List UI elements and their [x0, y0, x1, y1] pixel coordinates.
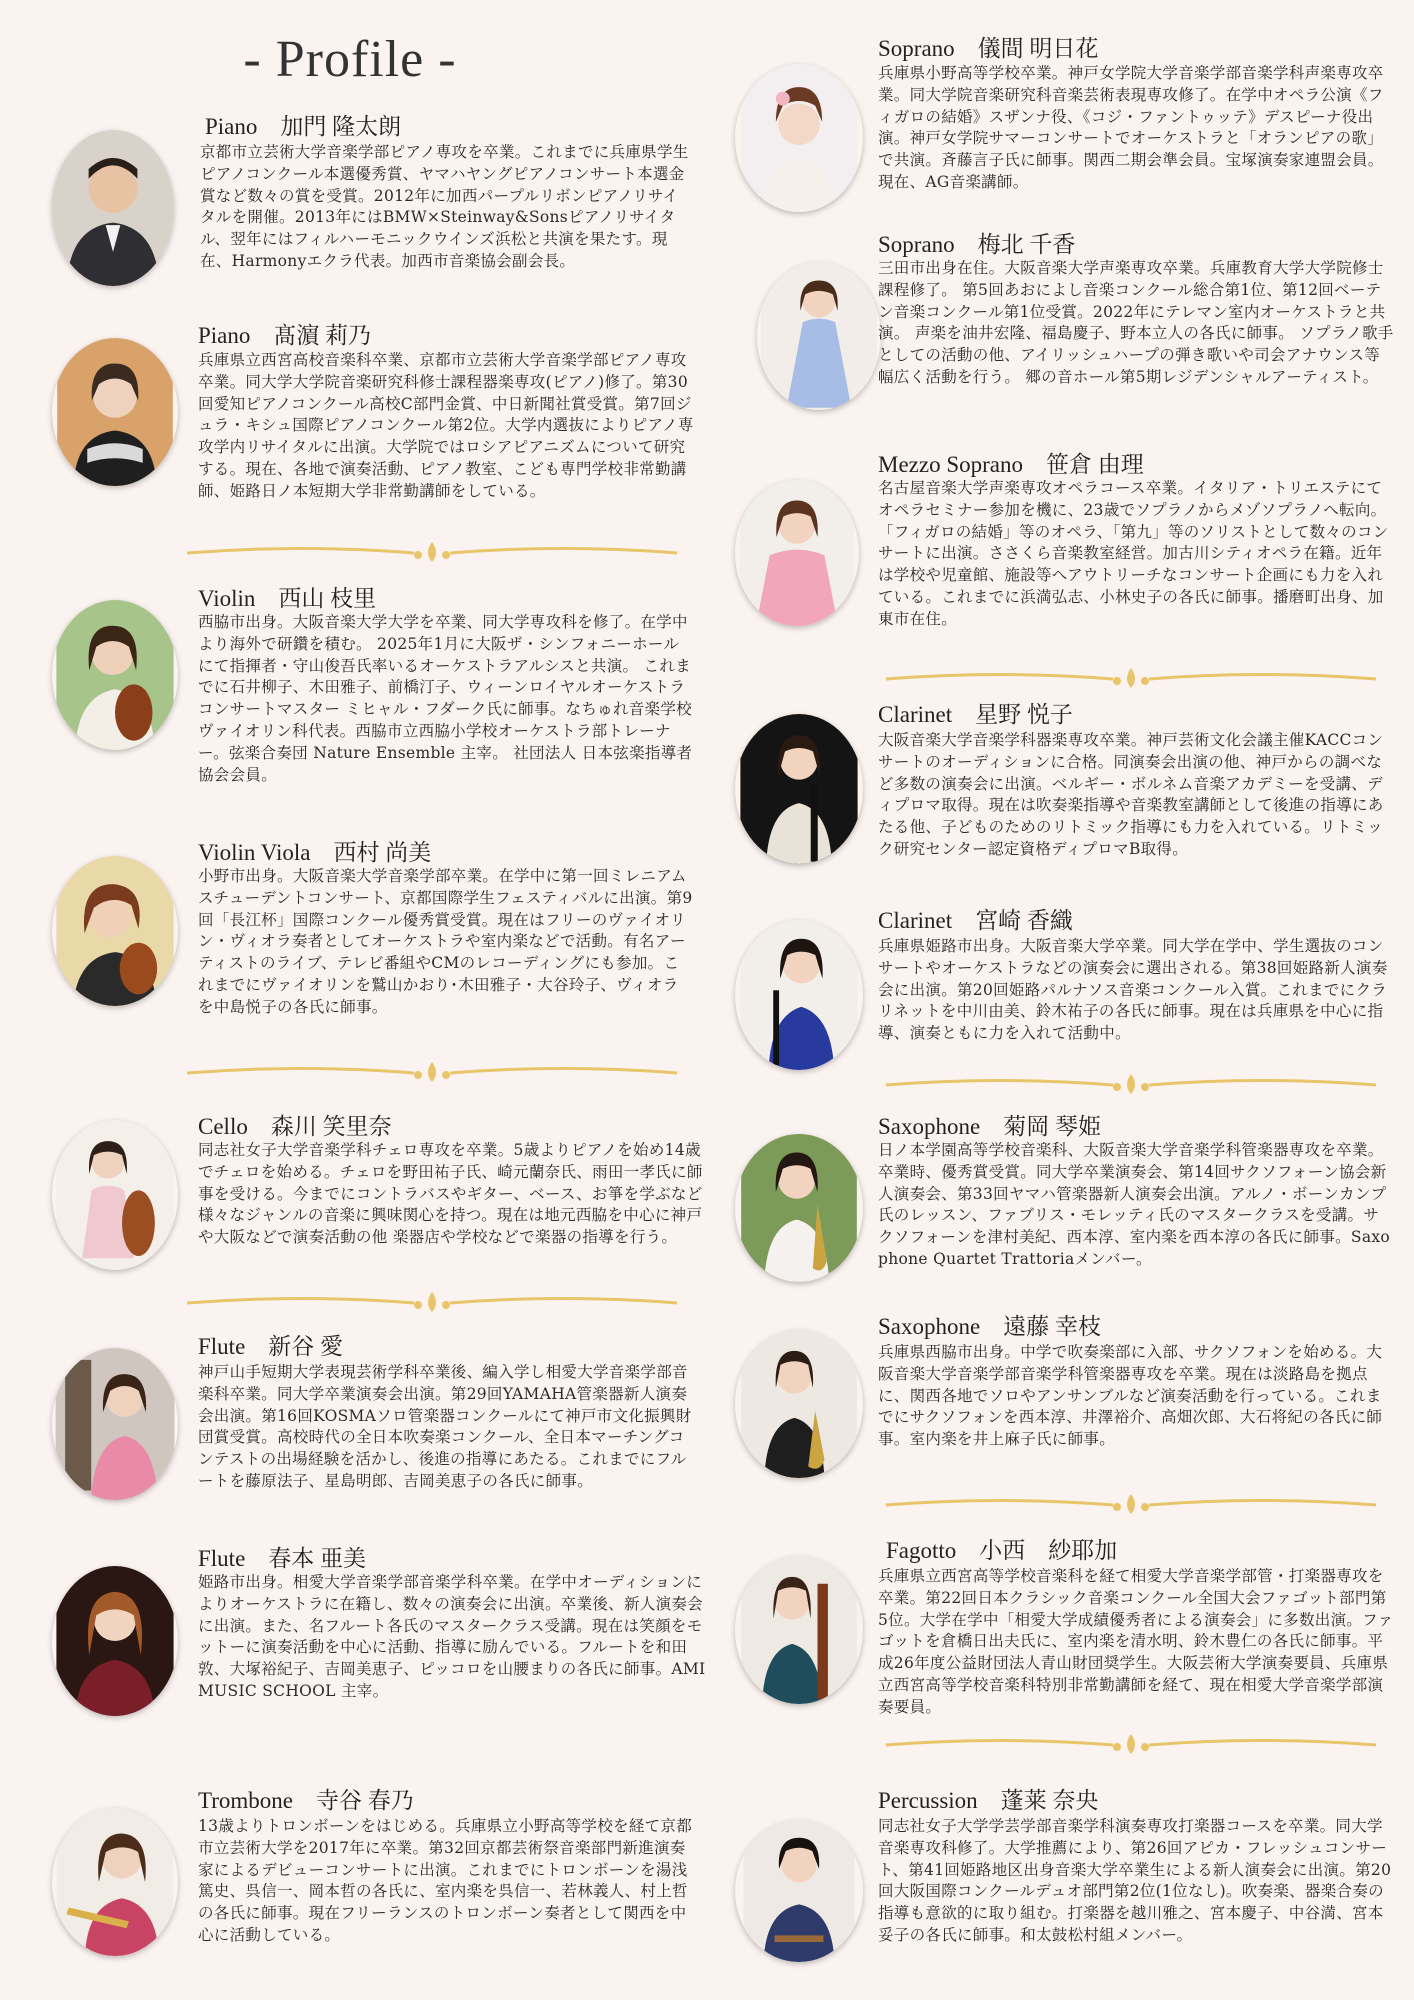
ornament-divider	[182, 1288, 682, 1318]
profile-bio: 兵庫県西脇市出身。中学で吹奏楽部に入部、サクソフォンを始める。大阪音楽大学音楽学部音楽学科管楽器専攻を卒業。現在は淡路島を拠点に、関西各地でソロやアンサンブルなど演奏活動を行っている。これまでにサクソフォンを西本淳、井澤裕介、高畑次郎、大石将紀の各氏に師事。室内楽を井上麻子氏に師事。	[878, 1343, 1383, 1449]
profile-bio: 京都市立芸術大学音楽学部ピアノ専攻を卒業。これまでに兵庫県学生ピアノコンクール本選優秀賞、ヤマハヤングピアノコンサート本選金賞など数々の賞を受賞。2012年に加西パープルリボンピアノリサイタルを開催。2013年にはBMW×Steinway&Sonsピアノリサイタル、翌年にはフィルハーモニックウインズ浜松と共演を果たす。現在、Harmonyエクラ代表。加西市音楽協会副会長。	[200, 143, 689, 270]
portrait-photo	[52, 856, 178, 1006]
portrait-photo	[757, 262, 881, 410]
profile-bio: 神戸山手短期大学表現芸術学科卒業後、編入学し相愛大学音楽学部音楽科卒業。同大学卒業演奏会出演。第29回YAMAHA管楽器新人演奏会出演。第16回KOSMAソロ管楽器コンクールにて神戸市文化振興財団賞受賞。高校時代の全日本吹奏楽コンクール、全日本マーチングコンテストの出場経験を活かし、後進の指導にあたる。これまでにフルートを藤原法子、星島明郎、吉岡美恵子の各氏に師事。	[198, 1363, 692, 1490]
portrait-photo	[735, 1330, 863, 1478]
portrait-photo	[735, 920, 863, 1070]
profile-bio: 西脇市出身。大阪音楽大学大学を卒業、同大学専攻科を修了。在学中より海外で研鑽を積む。 2025年1月に大阪ザ・シンフォニーホールにて指揮者・守山俊吾氏率いるオーケストラアルシスと共演。 これまでに石井柳子、木田雅子、前橋汀子、ウィーンロイヤルオーケストラコンサートマスター ミヒャル・フダーク氏に師事。なちゅれ音楽学校ヴァイオリン科代表。西脇市立西脇小学校オーケストラ部トレーナー。弦楽合奏団 Nature Ensemble 主宰。 社団法人 日本弦楽指導者協会会員。	[198, 613, 693, 784]
ornament-divider	[875, 1070, 1387, 1100]
profile-name: Mezzo Soprano 笹倉 由理	[878, 452, 1144, 477]
ornament-divider	[182, 1058, 682, 1088]
portrait-photo	[735, 1820, 863, 1962]
profile-name: Cello 森川 笑里奈	[198, 1114, 392, 1139]
ornament-divider	[875, 1490, 1387, 1520]
page-title: - Profile -	[243, 31, 457, 88]
profile-name: Flute 春本 亜美	[198, 1546, 367, 1571]
profile-bio: 兵庫県姫路市出身。大阪音楽大学卒業。同大学在学中、学生選抜のコンサートやオーケストラなどの演奏会に選出される。第38回姫路新人演奏会に出演。第20回姫路パルナソス音楽コンクール入賞。これまでにクラリネットを中川由美、鈴木祐子の各氏に師事。現在は兵庫県を中心に指導、演奏ともに力を入れて活動中。	[878, 937, 1388, 1043]
profile-name: Piano 髙濵 莉乃	[198, 323, 372, 348]
profile-name: Violin Viola 西村 尚美	[198, 840, 432, 865]
portrait-photo	[735, 480, 859, 626]
portrait-photo	[52, 130, 174, 286]
portrait-photo	[735, 64, 863, 212]
profile-bio: 兵庫県立西宮高校音楽科卒業、京都市立芸術大学音楽学部ピアノ専攻卒業。同大学大学院音楽研究科修士課程器楽専攻(ピアノ)修了。第30回愛知ピアノコンクール高校C部門金賞、中日新聞社賞受賞。第7回ジュラ・キシュ国際ピアノコンクール第2位。大学内選抜によりピアノ専攻学内リサイタルに出演。大学院ではロシアピアニズムについて研究する。現在、各地で演奏活動、ピアノ教室、こども専門学校非常勤講師、姫路日ノ本短期大学非常勤講師をしている。	[198, 351, 694, 500]
profile-name: Saxophone 遠藤 幸枝	[878, 1314, 1101, 1339]
profile-bio: 名古屋音楽大学声楽専攻オペラコース卒業。イタリア・トリエステにてオペラセミナー参加を機に、23歳でソプラノからメゾソプラノへ転向。「フィガロの結婚」等のオペラ、「第九」等のソリストとして数々のコンサートに出演。ささくら音楽教室経営。加古川シティオペラ在籍。近年は学校や児童館、施設等へアウトリーチなコンサート企画にも力を入れている。これまでに浜満弘志、小林史子の各氏に師事。播磨町出身、加東市在住。	[878, 479, 1389, 628]
ornament-divider	[875, 1730, 1387, 1760]
ornament-divider	[875, 664, 1387, 694]
ornament-divider	[182, 538, 682, 568]
portrait-photo	[52, 1808, 178, 1956]
profile-name: Soprano 儀間 明日花	[878, 36, 1099, 61]
left-column	[0, 0, 706, 2000]
profile-name: Clarinet 星野 悦子	[878, 702, 1073, 727]
profile-bio: 13歳よりトロンボーンをはじめる。兵庫県立小野高等学校を経て京都市立芸術大学を2017年に卒業。第32回京都芸術祭音楽部門新進演奏家によるデビューコンサートに出演。これまでにトロンボーンを湯浅篤史、呉信一、岡本哲の各氏に、室内楽を呉信一、若林義人、村上哲の各氏に師事。現在フリーランスのトロンボーン奏者として関西を中心に活動している。	[198, 1817, 693, 1944]
profile-name: Flute 新谷 愛	[198, 1334, 344, 1359]
profile-bio: 三田市出身在住。大阪音楽大学声楽専攻卒業。兵庫教育大学大学院修士課程修了。 第5回あおによし音楽コンクール総合第1位、第12回ベーテン音楽コンクール第1位受賞。2022年にテレマン室内オーケストラと共演。 声楽を油井宏隆、福島慶子、野本立人の各氏に師事。 ソプラノ歌手としての活動の他、アイリッシュハープの弾き歌いや司会アナウンス等幅広く活動を行う。 郷の音ホール第5期レジデンシャルアーティスト。	[878, 259, 1394, 386]
profile-name: Piano 加門 隆太朗	[205, 114, 402, 139]
profile-bio: 小野市出身。大阪音楽大学音楽学部卒業。在学中に第一回ミレニアムスチューデントコンサート、京都国際学生フェスティバルに出演。第9回「長江杯」国際コンクール優秀賞受賞。現在はフリーのヴァイオリン・ヴィオラ奏者としてオーケストラや室内楽などで活動。有名アーティストのライブ、テレビ番組やCMのレコーディングにも参加。これまでにヴァイオリンを鷲山かおり･木田雅子・大谷玲子、ヴィオラを中島悦子の各氏に師事。	[198, 867, 693, 1016]
profile-name: Trombone 寺谷 春乃	[198, 1788, 414, 1813]
portrait-photo	[735, 1134, 863, 1282]
portrait-photo	[52, 1348, 178, 1500]
profile-name: Percussion 蓬莱 奈央	[878, 1788, 1099, 1813]
profile-bio: 大阪音楽大学音楽学科器楽専攻卒業。神戸芸術文化会議主催KACCコンサートのオーディションに合格。同演奏会出演の他、神戸からの調べなど多数の演奏会に出演。ベルギー・ボルネム音楽アカデミーを受講、ディプロマ取得。現在は吹奏楽指導や音楽教室講師として後進の指導にあたる他、子どものためのリトミック指導にも力を入れている。リトミック研究センター認定資格ディプロマB取得。	[878, 731, 1384, 858]
profile-name: Saxophone 菊岡 琴姫	[878, 1114, 1101, 1139]
profile-bio: 同志社女子大学学芸学部音楽学科演奏専攻打楽器コースを卒業。同大学音楽専攻科修了。大学推薦により、第26回アピカ・フレッシュコンサート、第41回姫路地区出身音楽大学卒業生による新人演奏会に出演。第20回大阪国際コンクールデュオ部門第2位(1位なし)。吹奏楽、器楽合奏の指導も意欲的に取り組む。打楽器を越川雅之、宮本慶子、中谷満、宮本妥子の各氏に師事。和太鼓松村組メンバー。	[878, 1817, 1392, 1944]
profile-name: Fagotto 小西 紗耶加	[886, 1538, 1118, 1563]
profile-bio: 日ノ本学園高等学校音楽科、大阪音楽大学音楽学科管楽器専攻を卒業。卒業時、優秀賞受賞。同大学卒業演奏会、第14回サクソフォーン協会新人演奏会、第33回ヤマハ管楽器新人演奏会出演。アルノ・ボーンカンプ氏のレッスン、ファブリス・モレッティ氏のマスタークラスを受講。サクソフォーンを津村美紀、西本淳、室内楽を西本淳の各氏に師事。Saxophone Quartet Trattoriaメンバー。	[878, 1141, 1391, 1268]
profile-bio: 兵庫県小野高等学校卒業。神戸女学院大学音楽学部音楽学科声楽専攻卒業。同大学院音楽研究科音楽芸術表現専攻修了。在学中オペラ公演《フィガロの結婚》スザンナ役、《コジ・ファントゥッテ》デスピーナ役出演。神戸女学院サマーコンサートでオーケストラと「オランピアの歌」で共演。斉藤言子氏に師事。関西二期会準会員。宝塚演奏家連盟会員。現在、AG音楽講師。	[878, 64, 1384, 191]
right-column	[705, 0, 1395, 2000]
portrait-photo	[52, 1120, 178, 1270]
portrait-photo	[52, 1566, 178, 1716]
portrait-photo	[52, 338, 178, 486]
profile-bio: 姫路市出身。相愛大学音楽学部音楽学科卒業。在学中オーディションによりオーケストラに在籍し、数々の演奏会に出演。卒業後、新人演奏会に出演。また、名フルート各氏のマスタークラス受講。現在は笑顔をモットーに演奏活動を中心に活動、指導に励んでいる。フルートを和田敦、大塚裕紀子、吉岡美恵子、ピッコロを山腰まりの各氏に師事。AMI MUSIC SCHOOL 主宰。	[198, 1573, 706, 1700]
profile-bio: 兵庫県立西宮高等学校音楽科を経て相愛大学音楽学部管・打楽器専攻を卒業。第22回日本クラシック音楽コンクール全国大会ファゴット部門第5位。大学在学中「相愛大学成績優秀者による演奏会」に多数出演。ファゴットを倉橋日出夫氏に、室内楽を清水明、鈴木豊仁の各氏に師事。平成26年度公益財団法人青山財団奨学生。大阪芸術大学演奏要員、兵庫県立西宮高等学校音楽科特別非常勤講師を経て、現在相愛大学音楽学部演奏要員。	[878, 1567, 1394, 1716]
profile-name: Violin 西山 枝里	[198, 586, 377, 611]
portrait-photo	[735, 1556, 863, 1704]
profile-name: Clarinet 宮崎 香織	[878, 908, 1073, 933]
profile-name: Soprano 梅北 千香	[878, 232, 1076, 257]
portrait-photo	[735, 714, 863, 864]
portrait-photo	[52, 600, 178, 750]
profile-bio: 同志社女子大学音楽学科チェロ専攻を卒業。5歳よりピアノを始め14歳でチェロを始める。チェロを野田祐子氏、崎元蘭奈氏、雨田一孝氏に師事を受ける。今までにコントラバスやギター、ベース、お箏を学ぶなど様々なジャンルの音楽に興味関心を持つ。現在は地元西脇を中心に神戸や大阪などで演奏活動の他 楽器店や学校などで楽器の指導を行う。	[198, 1141, 703, 1247]
